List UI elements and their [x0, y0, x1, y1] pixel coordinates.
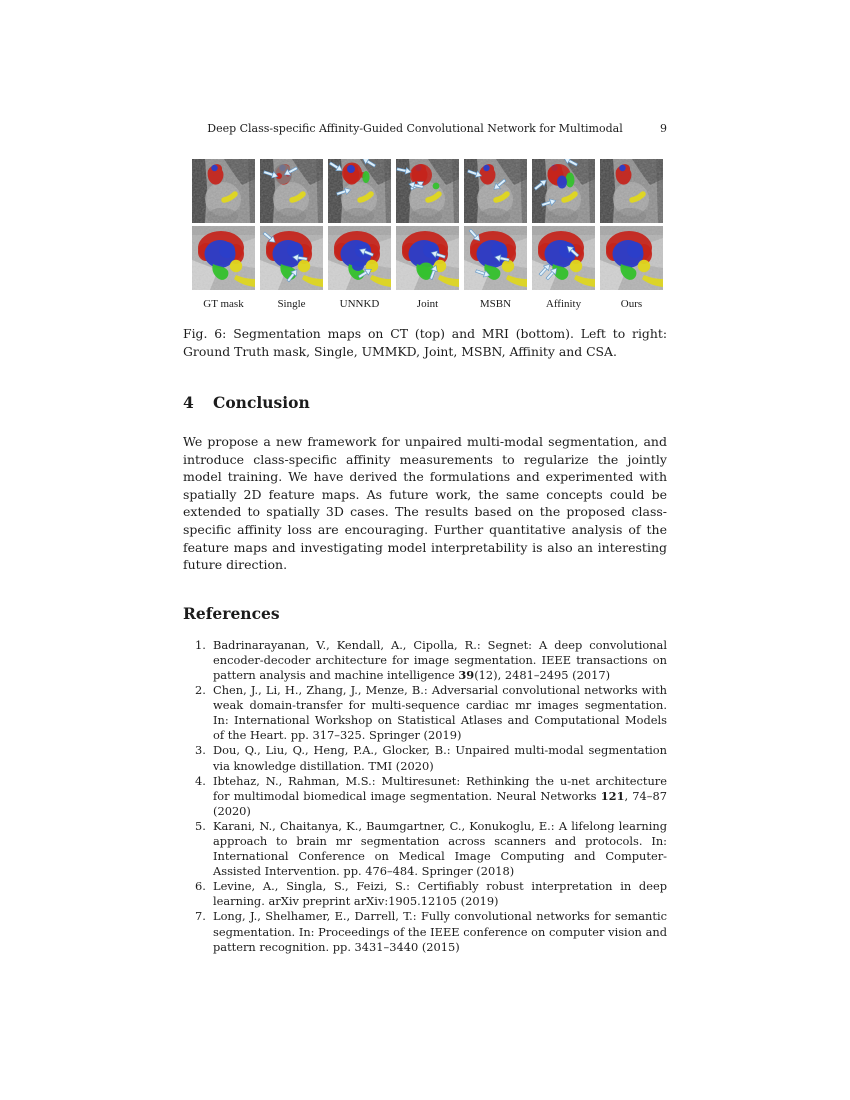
reference-text: Badrinarayanan, V., Kendall, A., Cipolla, R.: Segnet: A deep convolutional encoder-decoder architecture for image segmentation. IEEE transactions on pattern analysis and machine intelligence	[213, 637, 667, 682]
reference-item-5	[183, 819, 667, 879]
reference-number: 3.	[195, 743, 206, 758]
reference-volume-bold: 121	[600, 788, 625, 803]
reference-text: Dou, Q., Liu, Q., Heng, P.A., Glocker, B.: Unpaired multi-modal segmentation via knowledge distillation. TMI (2020)	[213, 743, 667, 773]
references-heading: References	[183, 603, 280, 623]
running-head-title: Deep Class-specific Affinity-Guided Convolutional Network for Multimodal	[207, 122, 623, 135]
ct-panel-msbn	[464, 159, 527, 223]
text-column	[183, 122, 667, 955]
mri-panel-ours	[600, 226, 663, 290]
mri-panel-affinity	[532, 226, 595, 290]
reference-text: Long, J., Shelhamer, E., Darrell, T.: Fully convolutional networks for semantic segmentation. In: Proceedings of the IEEE conference on computer vision and pattern recognition. pp. 3431–3440 (2015)	[213, 909, 667, 954]
running-head	[183, 122, 667, 137]
reference-text: , 74–87 (2020)	[213, 788, 667, 818]
reference-number: 1.	[195, 637, 206, 652]
reference-number: 6.	[195, 879, 206, 894]
mri-panel-msbn	[464, 226, 527, 290]
reference-text: Chen, J., Li, H., Zhang, J., Menze, B.: Adversarial convolutional networks with weak domain-transfer for multi-sequence cardiac mr images segmentation. In: International Workshop on Statistical Atlases and Computational Models of the Heart. pp. 317–325. Springer (2019)	[213, 683, 667, 743]
ct-panel-affinity	[532, 159, 595, 223]
ct-panel-gt-mask	[192, 159, 255, 223]
ct-panel-ours	[600, 159, 663, 223]
col-label-affinity: Affinity	[545, 298, 582, 310]
col-label-unnkd: UNNKD	[339, 298, 380, 310]
section-title: Conclusion	[213, 393, 310, 412]
reference-text: Ibtehaz, N., Rahman, M.S.: Multiresunet: Rethinking the u-net architecture for multimodal biomedical image segmentation. Neural Networks	[213, 773, 667, 803]
ct-panel-joint	[396, 159, 459, 223]
reference-number: 2.	[195, 683, 206, 698]
reference-item-4	[183, 774, 667, 819]
reference-list	[183, 638, 667, 955]
col-label-joint: Joint	[416, 298, 439, 310]
reference-text: Levine, A., Singla, S., Feizi, S.: Certifiably robust interpretation in deep learning. arXiv preprint arXiv:1905.12105 (2019)	[213, 879, 667, 909]
col-label-single: Single	[277, 298, 306, 310]
section-number: 4	[183, 393, 194, 412]
segmentation-panels	[192, 159, 663, 290]
reference-number: 7.	[195, 909, 206, 924]
ct-panel-single	[260, 159, 323, 223]
reference-text: (12), 2481–2495 (2017)	[474, 667, 611, 682]
mri-panel-joint	[396, 226, 459, 290]
reference-item-1	[183, 638, 667, 683]
mri-panel-unnkd	[328, 226, 391, 290]
reference-number: 5.	[195, 818, 206, 833]
ct-panel-unnkd	[328, 159, 391, 223]
reference-text: Karani, N., Chaitanya, K., Baumgartner, C., Konukoglu, E.: A lifelong learning approach to brain mr segmentation across scanners and protocols. In: International Conference on Medical Image Computing and Computer-Assisted Intervention. pp. 476–484. Springer (2018)	[213, 818, 667, 879]
reference-number: 4.	[195, 773, 206, 788]
page-number: 9	[660, 122, 667, 135]
col-label-msbn: MSBN	[479, 298, 512, 310]
figure-6	[192, 159, 663, 310]
col-label-ours: Ours	[620, 298, 643, 310]
mri-panel-single	[260, 226, 323, 290]
reference-item-2	[183, 683, 667, 743]
mri-panel-gt-mask	[192, 226, 255, 290]
conclusion-heading	[183, 393, 667, 412]
reference-item-3	[183, 743, 667, 773]
figure-column-labels	[192, 298, 663, 310]
reference-item-7	[183, 909, 667, 954]
reference-item-6	[183, 879, 667, 909]
reference-volume-bold: 39	[458, 667, 475, 682]
col-label-gt-mask: GT mask	[203, 298, 244, 310]
conclusion-paragraph: We propose a new framework for unpaired multi-modal segmentation, and introduce class-specific affinity measurements to regularize the jointly model training. We have derived the formulations and experimented with spatially 2D feature maps. As future work, the same concepts could be extended to spatially 3D cases. The results based on the proposed class-specific affinity loss are encouraging. Further quantitative analysis of the feature maps and investigating model interpretability is also an interesting future direction.	[183, 434, 667, 573]
figure-caption: Fig. 6: Segmentation maps on CT (top) and MRI (bottom). Left to right: Ground Truth mask, Single, UMMKD, Joint, MSBN, Affinity and CSA.	[183, 326, 667, 359]
